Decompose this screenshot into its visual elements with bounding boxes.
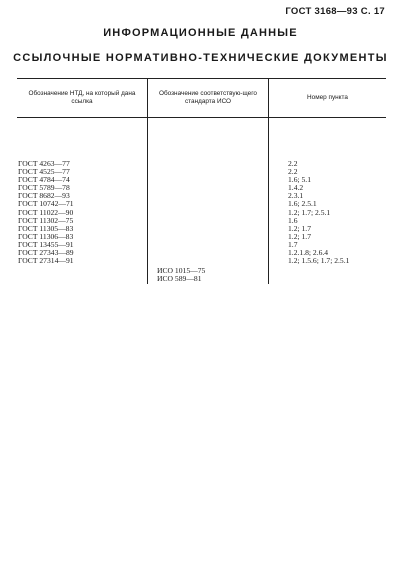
ntd-cell: ГОСТ 13455—91 [18, 239, 74, 249]
iso-cell: ИСО 589—81 [157, 274, 202, 284]
ntd-cell: ГОСТ 10742—71 [18, 199, 74, 209]
item-cell: 1.6; 5.1 [288, 175, 311, 185]
item-cell: 1.4.2 [288, 183, 304, 193]
item-cell: 2.2 [288, 167, 298, 177]
ntd-cell: ГОСТ 11305—83 [18, 223, 74, 233]
document-title: ИНФОРМАЦИОННЫЕ ДАННЫЕ [103, 27, 298, 39]
item-cell: 1.6; 2.5.1 [288, 199, 317, 209]
item-cell: 1.7 [288, 239, 298, 249]
ntd-cell: ГОСТ 4784—74 [18, 175, 70, 185]
item-cell: 1.2; 1.5.6; 1.7; 2.5.1 [288, 256, 350, 266]
ntd-cell: ГОСТ 11022—90 [18, 207, 74, 217]
ntd-cell: ГОСТ 11302—75 [18, 215, 74, 225]
ntd-cell: ГОСТ 8682—93 [18, 191, 70, 201]
item-cell: 2.2 [288, 159, 298, 168]
ntd-cell: ГОСТ 27314—91 [18, 256, 74, 266]
ntd-cell: ГОСТ 5789—78 [18, 183, 70, 193]
document-subtitle: ССЫЛОЧНЫЕ НОРМАТИВНО-ТЕХНИЧЕСКИЕ ДОКУМЕНТЫ [13, 52, 388, 64]
column-item-number [269, 118, 386, 284]
table-header [17, 78, 386, 118]
item-cell: 1.2; 1.7 [288, 223, 311, 233]
header-item-number: Номер пункта [307, 94, 348, 101]
item-cell: 2.3.1 [288, 191, 304, 201]
iso-cell: ИСО 1015—75 [157, 266, 206, 275]
item-cell: 1.2; 1.7 [288, 231, 311, 241]
column-ntd [17, 118, 148, 284]
ntd-cell: ГОСТ 4525—77 [18, 167, 70, 177]
item-cell: 1.2; 1.7; 2.5.1 [288, 207, 331, 217]
header-ntd: Обозначение НТД, на который дана ссылка [17, 79, 148, 117]
ntd-cell: ГОСТ 11306—83 [18, 231, 74, 241]
page-header-code: ГОСТ 3168—93 С. 17 [285, 6, 385, 17]
reference-table [17, 78, 386, 284]
column-iso [148, 118, 269, 284]
item-cell: 1.2.1.8; 2.6.4 [288, 248, 329, 258]
header-iso: Обозначение соответствую-щего стандарта ИСО [148, 79, 269, 117]
table-body [17, 118, 386, 284]
ntd-cell: ГОСТ 27343—89 [18, 248, 74, 258]
ntd-cell: ГОСТ 4263—77 [18, 159, 70, 168]
item-cell: 1.6 [288, 215, 298, 225]
